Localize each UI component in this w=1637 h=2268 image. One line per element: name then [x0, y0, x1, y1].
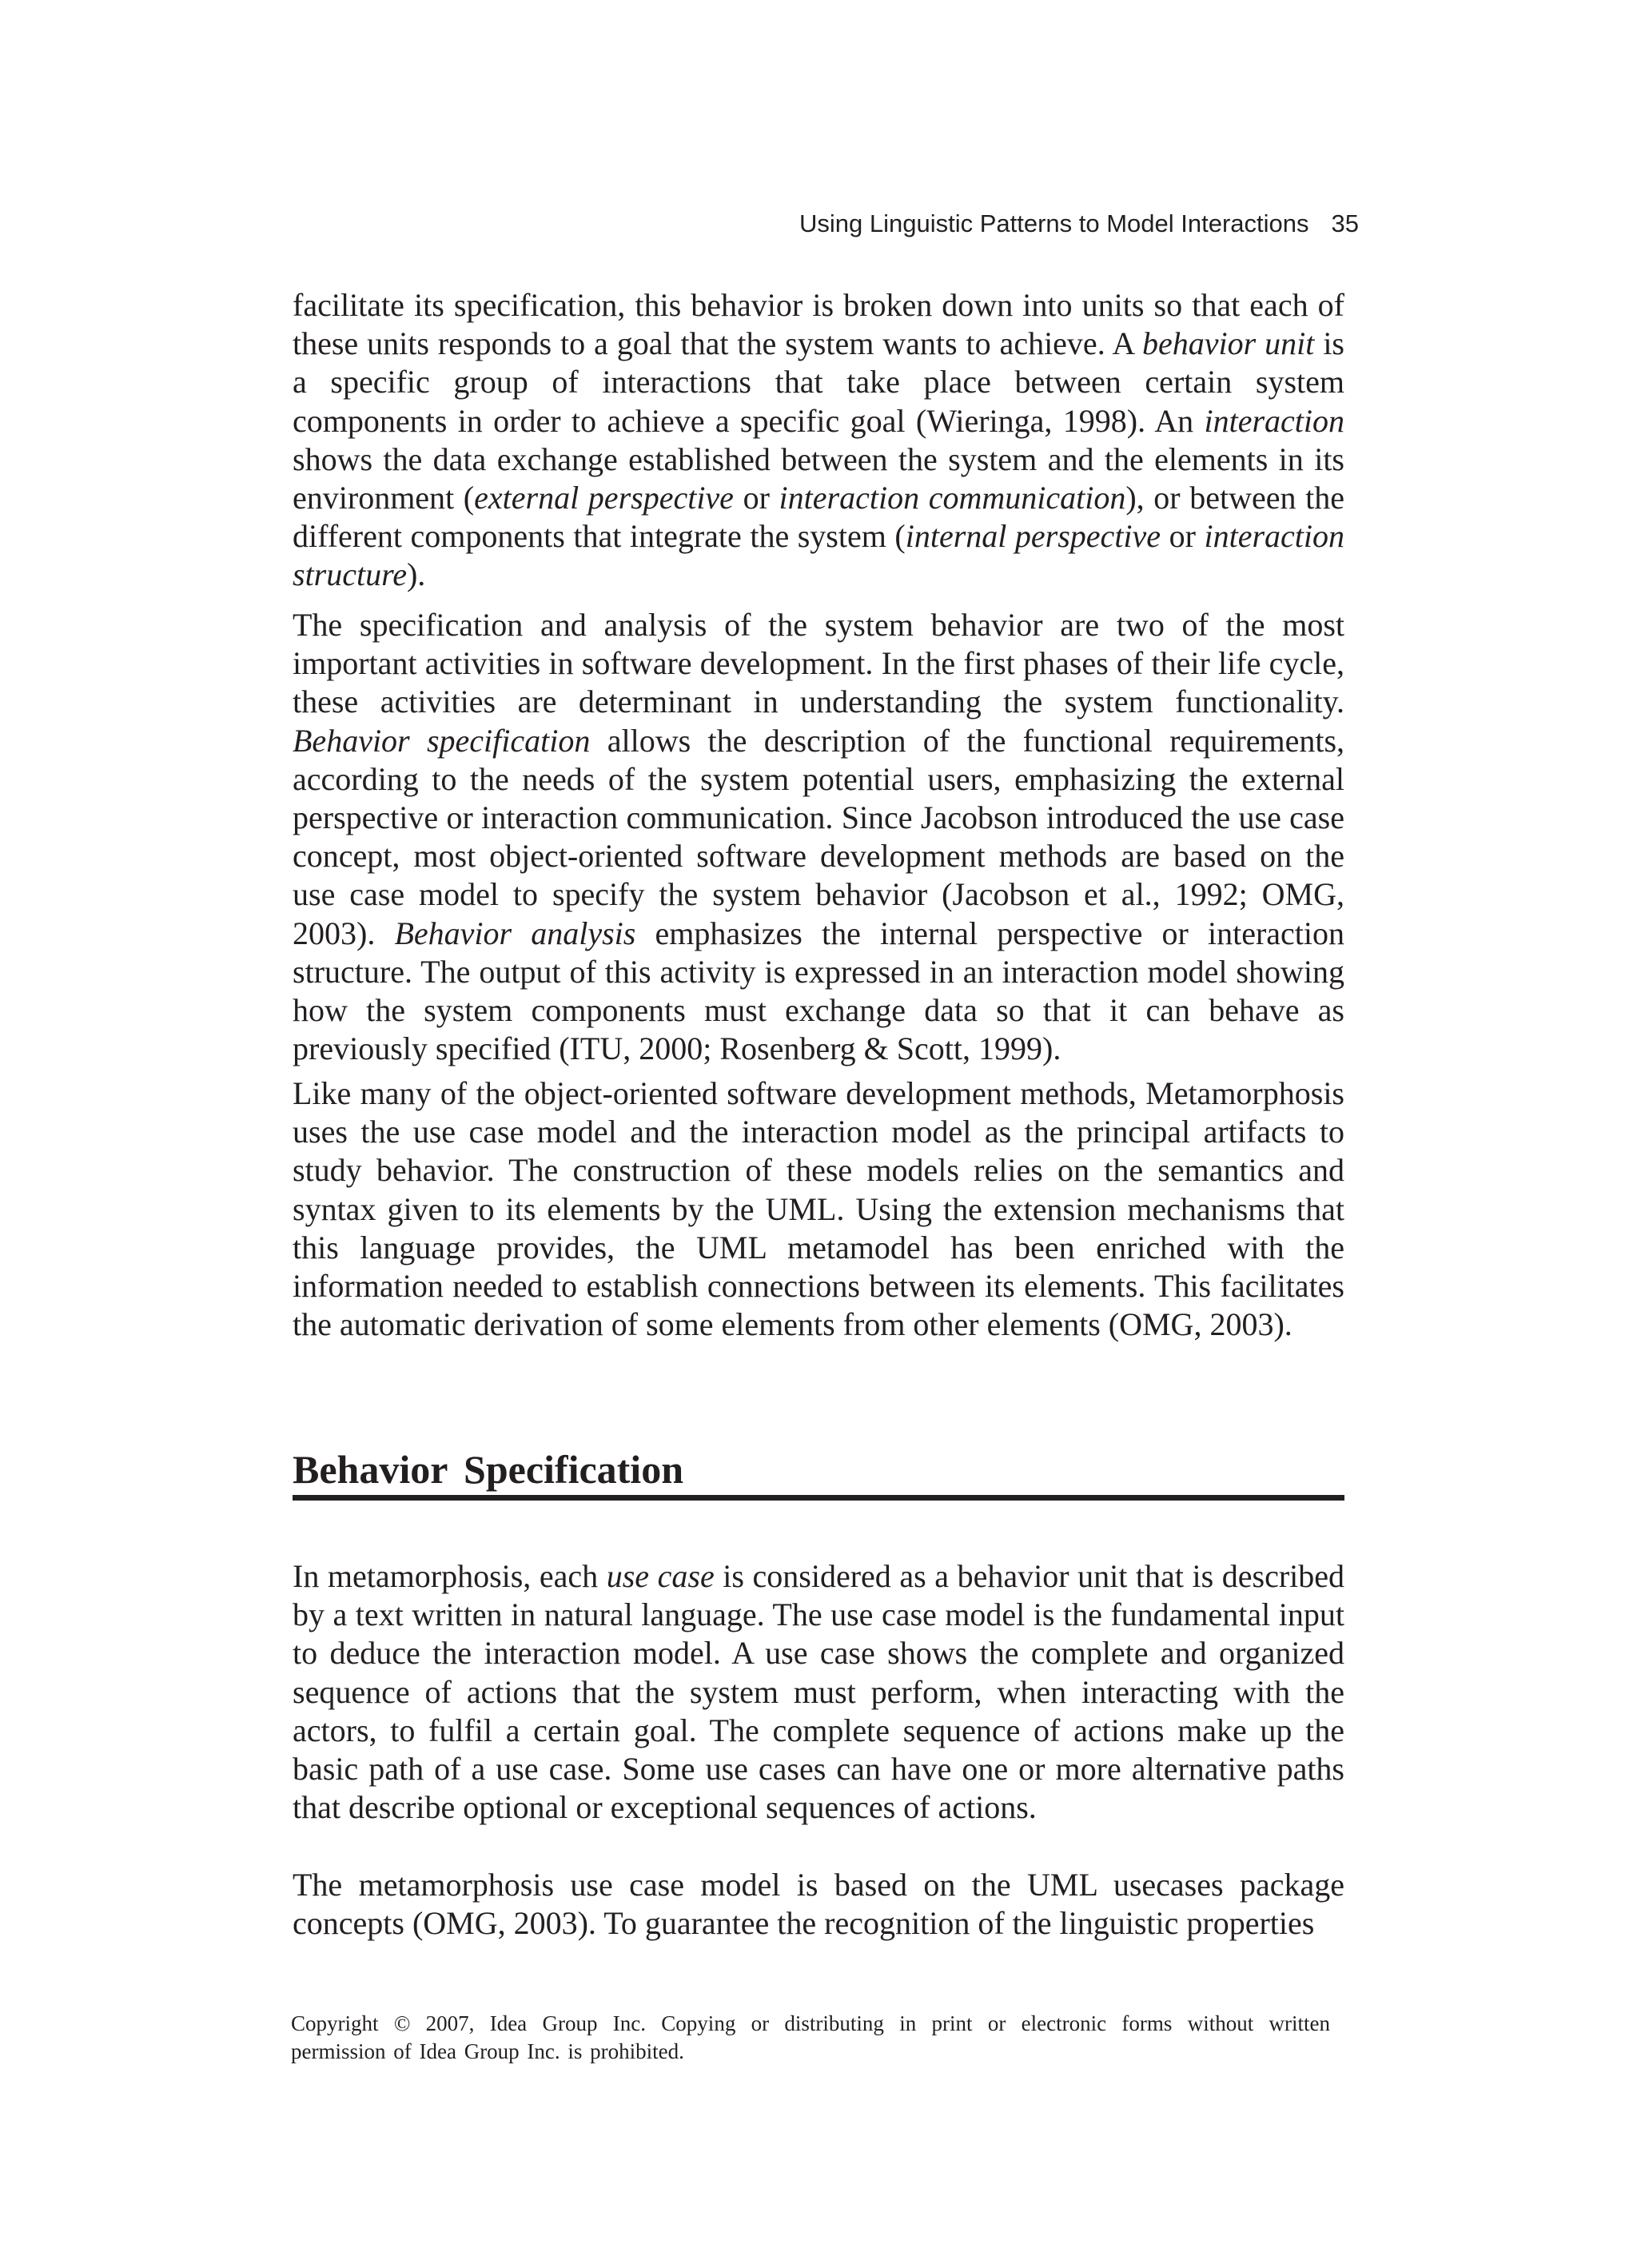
- text-run: In metamorphosis, each: [293, 1558, 607, 1594]
- term-interaction-structure: interaction structure: [293, 518, 1344, 593]
- text-run: shows the data exchange established between the system and the elements in its environment (: [293, 440, 1344, 516]
- paragraph-text: [293, 606, 1344, 1068]
- term-internal-perspective: internal perspective: [905, 518, 1161, 555]
- paragraph-metamorphosis-uml: [293, 1074, 1344, 1344]
- text-run: facilitate its specification, this behavior is broken down into units so that each of these units responds to a goal that the system wants to achieve. A: [293, 287, 1344, 362]
- text-run: ).: [406, 556, 426, 593]
- paragraph-behavior-units: [293, 286, 1344, 595]
- text-run: allows the description of the functional requirements, according to the needs of the system potential users, emphasizing the external perspective or interaction communication. Since Jacobson introduced the use case concept, most object-oriented software development methods are based on the use case model to specify the system behavior (Jacobson et al., 1992; OMG, 2003).: [293, 722, 1345, 951]
- term-interaction-communication: interaction communication: [779, 480, 1126, 516]
- text-run: is considered as a behavior unit that is described by a text written in natural language. The use case model is the fundamental input to deduce the interaction model. A use case shows the complete and organized sequence of actions that the system must perform, when interacting with the actors, to fulfil a certain goal. The complete sequence of actions make up the basic path of a use case. Some use cases can have one or more alternative paths that describe optional or exceptional sequences of actions.: [293, 1558, 1345, 1826]
- paragraph-text: Like many of the object-oriented software development methods, Metamorphosis uses the use case model and the interaction model as the principal artifacts to study behavior. The construction of these models relies on the semantics and syntax given to its elements by the UML. Using the extension mechanisms that this language provides, the UML metamodel has been enriched with the information needed to establish connections between its elements. This facilitates the automatic derivation of some elements from other elements (OMG, 2003).: [293, 1075, 1344, 1343]
- section-heading: Behavior Specification: [293, 1447, 684, 1492]
- page-number: 35: [1331, 209, 1359, 237]
- paragraph-use-case-model: [293, 1866, 1344, 1943]
- term-use-case: use case: [606, 1558, 715, 1594]
- term-behavior-analysis: Behavior analysis: [394, 915, 636, 951]
- text-run: is a specific group of interactions that take place between certain system components in order to achieve a specific goal (Wieringa, 1998). An: [293, 325, 1345, 439]
- copyright-line-1: Copyright © 2007, Idea Group Inc. Copying or distributing in print or electronic forms without written: [291, 2011, 1330, 2035]
- section-heading-rule: [293, 1495, 1344, 1501]
- term-behavior-unit: behavior unit: [1142, 325, 1315, 362]
- text-run: or: [733, 480, 779, 516]
- paragraph-text: The metamorphosis use case model is based on the UML usecases package concepts (OMG, 2003). To guarantee the recognition of the linguistic properties: [293, 1867, 1344, 1942]
- copyright-line-2: permission of Idea Group Inc. is prohibited.: [291, 2039, 684, 2063]
- term-interaction: interaction: [1204, 402, 1344, 439]
- text-run: The specification and analysis of the system behavior are two of the most important activities in software development. In the first phases of their life cycle, these activities are determinant in understanding the system functionality.: [293, 607, 1344, 720]
- running-head: [799, 209, 1359, 238]
- copyright-notice: [291, 2010, 1330, 2066]
- term-external-perspective: external perspective: [474, 480, 734, 516]
- text-run: emphasizes the internal perspective or interaction structure. The output of this activity is expressed in an interaction model showing how the system components must exchange data so that it can behave as previously specified (ITU, 2000; Rosenberg & Scott, 1999).: [293, 915, 1344, 1067]
- term-behavior-specification: Behavior specification: [293, 722, 591, 759]
- running-head-title: Using Linguistic Patterns to Model Interactions: [799, 209, 1309, 237]
- text-run: ), or between the different components that integrate the system (: [293, 480, 1344, 555]
- text-run: or: [1161, 518, 1205, 555]
- paragraph-text: [293, 286, 1344, 595]
- paragraph-use-case: [293, 1557, 1344, 1827]
- paragraph-text: [293, 1557, 1344, 1827]
- paragraph-specification-analysis: [293, 606, 1344, 1068]
